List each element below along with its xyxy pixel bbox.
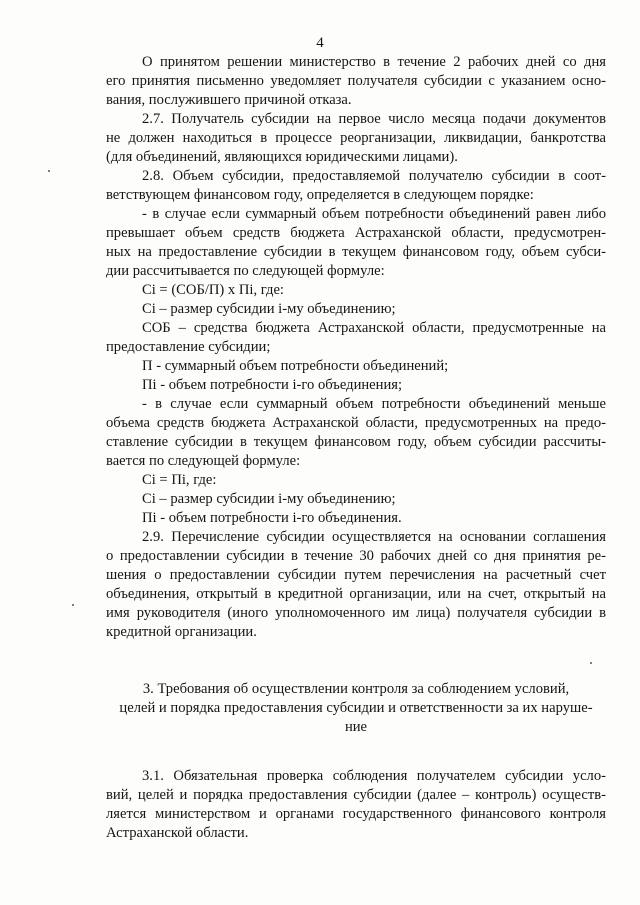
text-line: дии рассчитывается по следующей формуле: bbox=[106, 263, 385, 279]
text-line: объема средств бюджета Астраханской области, предусмотренных на предо- bbox=[106, 415, 606, 431]
text-line: шения о предоставлении субсидии путем перечисления на расчетный счет bbox=[106, 567, 606, 583]
document-body bbox=[106, 53, 606, 843]
text-line: 2.9. Перечисление субсидии осуществляется на основании соглашения bbox=[142, 529, 606, 545]
scan-speck bbox=[590, 662, 592, 664]
text-line: Пi - объем потребности i-го объединения. bbox=[142, 510, 402, 526]
text-line: 2.7. Получатель субсидии на первое число месяца подачи документов bbox=[142, 111, 606, 127]
text-line: ветствующем финансовом году, определяется в следующем порядке: bbox=[106, 187, 534, 203]
text-line: (для объединений, являющихся юридическими лицами). bbox=[106, 149, 458, 165]
sections-2-6-to-2-9 bbox=[106, 53, 606, 642]
text-line: объединения, открытый в кредитной организации, или на счет, открытый на bbox=[106, 586, 606, 602]
text-line: превышает объем средств бюджета Астраханской области, предусмотрен- bbox=[106, 225, 606, 241]
text-line: ставление субсидии в текущем финансовом году, объем субсидии рассчиты- bbox=[106, 434, 606, 450]
page-number: 4 bbox=[316, 35, 324, 51]
text-line: Ci = (СОБ/П) х Пi, где: bbox=[142, 282, 284, 298]
section-3-1-paragraph bbox=[106, 767, 606, 843]
text-line: кредитной организации. bbox=[106, 624, 257, 640]
scan-speck bbox=[72, 604, 74, 606]
text-line: его принятия письменно уведомляет получателя субсидии с указанием осно- bbox=[106, 73, 606, 89]
text-line: предоставление субсидии; bbox=[106, 339, 271, 355]
text-line: вий, целей и порядка предоставления субсидии (далее – контроль) осуществ- bbox=[106, 787, 606, 803]
text-line: Ci = Пi, где: bbox=[142, 472, 217, 488]
text-line: имя руководителя (иного уполномоченного им лица) получателя субсидии в bbox=[106, 605, 606, 621]
section-3-heading bbox=[106, 680, 606, 737]
text-line: Астраханской области. bbox=[106, 825, 249, 841]
text-line: О принятом решении министерство в течение 2 рабочих дней со дня bbox=[142, 54, 606, 70]
text-line: вания, послужившего причиной отказа. bbox=[106, 92, 352, 108]
text-line: - в случае если суммарный объем потребности объединений меньше bbox=[142, 396, 606, 412]
heading-line: целей и порядка предоставления субсидии и ответственности за их наруше- bbox=[119, 700, 593, 716]
text-line: Пi - объем потребности i-го объединения; bbox=[142, 377, 403, 393]
text-line: ных на предоставление субсидии в текущем финансовом году, объем субси- bbox=[106, 244, 606, 260]
scan-speck bbox=[48, 170, 50, 172]
text-line: не должен находиться в процессе реорганизации, ликвидации, банкротства bbox=[106, 130, 606, 146]
text-line: - в случае если суммарный объем потребности объединений равен либо bbox=[142, 206, 606, 222]
text-line: ляется министерством и органами государственного финансового контроля bbox=[106, 806, 606, 822]
text-line: Ci – размер субсидии i-му объединению; bbox=[142, 491, 396, 507]
text-line: Ci – размер субсидии i-му объединению; bbox=[142, 301, 396, 317]
text-line: СОБ – средства бюджета Астраханской области, предусмотренные на bbox=[142, 320, 606, 336]
text-line: П - суммарный объем потребности объединений; bbox=[142, 358, 449, 374]
text-line: о предоставлении субсидии в течение 30 рабочих дней со дня принятия ре- bbox=[106, 548, 606, 564]
text-line: 2.8. Объем субсидии, предоставляемой получателю субсидии в соот- bbox=[142, 168, 606, 184]
heading-line: 3. Требования об осуществлении контроля за соблюдением условий, bbox=[142, 681, 570, 697]
text-line: 3.1. Обязательная проверка соблюдения получателем субсидии усло- bbox=[142, 768, 606, 784]
text-line: вается по следующей формуле: bbox=[106, 453, 301, 469]
heading-line: ние bbox=[344, 719, 368, 735]
